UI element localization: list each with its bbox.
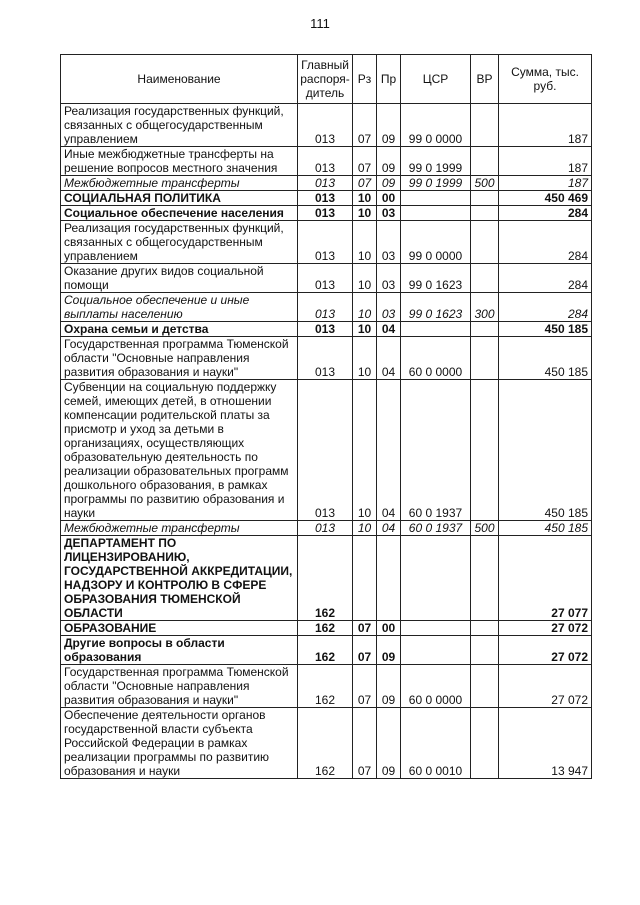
cell-main-manager: 013 [298,147,353,176]
table-row [61,665,592,708]
table-row [61,636,592,665]
cell-pr: 00 [377,191,401,206]
cell-main-manager: 162 [298,708,353,779]
cell-vr [471,147,499,176]
cell-rz: 10 [353,380,377,521]
cell-pr: 04 [377,521,401,536]
cell-pr: 03 [377,264,401,293]
cell-vr [471,322,499,337]
cell-vr [471,621,499,636]
cell-name: Межбюджетные трансферты [61,521,298,536]
table-row [61,104,592,147]
cell-csr: 60 0 1937 [401,380,471,521]
cell-rz: 07 [353,621,377,636]
cell-csr [401,636,471,665]
header-name: Наименование [61,55,298,104]
cell-vr [471,337,499,380]
table-row [61,293,592,322]
cell-pr: 09 [377,665,401,708]
cell-vr [471,206,499,221]
cell-csr: 60 0 1937 [401,521,471,536]
cell-csr: 99 0 1623 [401,293,471,322]
cell-pr: 04 [377,380,401,521]
cell-name: Социальное обеспечение и иные выплаты населению [61,293,298,322]
cell-sum: 187 [499,147,592,176]
header-pr: Пр [377,55,401,104]
table-row [61,337,592,380]
cell-sum: 284 [499,206,592,221]
cell-sum: 450 185 [499,322,592,337]
cell-csr [401,191,471,206]
cell-name: Реализация государственных функций, связанных с общегосударственным управлением [61,221,298,264]
cell-vr [471,104,499,147]
cell-main-manager: 013 [298,104,353,147]
cell-name: Обеспечение деятельности органов государственной власти субъекта Российской Федерации в рамках реализации программы по развитию образования и науки [61,708,298,779]
cell-name: Межбюджетные трансферты [61,176,298,191]
cell-csr: 60 0 0000 [401,337,471,380]
cell-name: Субвенции на социальную поддержку семей, имеющих детей, в отношении компенсации родительской платы за присмотр и уход за детьми в организациях, осуществляющих образовательную деятельность по реализации образовательных программ дошкольного образования, в рамках программы по развитию образования и науки [61,380,298,521]
cell-rz: 10 [353,221,377,264]
cell-main-manager: 162 [298,636,353,665]
table-row [61,536,592,621]
cell-pr: 03 [377,221,401,264]
cell-vr: 500 [471,176,499,191]
cell-name: ОБРАЗОВАНИЕ [61,621,298,636]
cell-rz: 10 [353,191,377,206]
cell-pr: 09 [377,147,401,176]
cell-pr: 03 [377,206,401,221]
table-row [61,380,592,521]
cell-sum: 27 072 [499,621,592,636]
cell-name: Реализация государственных функций, связанных с общегосударственным управлением [61,104,298,147]
cell-csr: 99 0 1999 [401,176,471,191]
cell-main-manager: 013 [298,206,353,221]
cell-vr: 300 [471,293,499,322]
cell-sum: 27 077 [499,536,592,621]
cell-sum: 284 [499,221,592,264]
cell-csr: 60 0 0000 [401,665,471,708]
cell-csr: 99 0 1999 [401,147,471,176]
cell-sum: 187 [499,104,592,147]
cell-csr [401,322,471,337]
cell-sum: 284 [499,293,592,322]
table-row [61,191,592,206]
cell-csr [401,621,471,636]
cell-rz [353,536,377,621]
cell-rz: 10 [353,264,377,293]
cell-main-manager: 013 [298,221,353,264]
table-body [61,104,592,779]
cell-main-manager: 162 [298,536,353,621]
cell-main-manager: 013 [298,176,353,191]
table-row [61,221,592,264]
header-rz: Рз [353,55,377,104]
cell-rz: 10 [353,293,377,322]
cell-main-manager: 162 [298,665,353,708]
cell-csr: 60 0 0010 [401,708,471,779]
cell-sum: 450 185 [499,337,592,380]
cell-sum: 284 [499,264,592,293]
cell-vr [471,191,499,206]
cell-vr [471,636,499,665]
cell-sum: 450 469 [499,191,592,206]
table-row [61,521,592,536]
header-vr: ВР [471,55,499,104]
cell-rz: 07 [353,636,377,665]
cell-pr: 09 [377,104,401,147]
cell-main-manager: 013 [298,521,353,536]
table-row [61,147,592,176]
cell-main-manager: 013 [298,264,353,293]
cell-rz: 10 [353,337,377,380]
cell-pr: 03 [377,293,401,322]
cell-rz: 07 [353,104,377,147]
cell-pr: 00 [377,621,401,636]
cell-vr [471,264,499,293]
cell-name: Охрана семьи и детства [61,322,298,337]
cell-pr: 04 [377,322,401,337]
cell-vr [471,536,499,621]
table-header-row [61,55,592,104]
table-row [61,176,592,191]
cell-main-manager: 013 [298,380,353,521]
cell-name: Государственная программа Тюменской области "Основные направления развития образования и науки" [61,337,298,380]
cell-sum: 450 185 [499,380,592,521]
cell-pr: 09 [377,708,401,779]
cell-name: Оказание других видов социальной помощи [61,264,298,293]
cell-csr: 99 0 0000 [401,221,471,264]
cell-name: ДЕПАРТАМЕНТ ПО ЛИЦЕНЗИРОВАНИЮ, ГОСУДАРСТВЕННОЙ АККРЕДИТАЦИИ, НАДЗОРУ И КОНТРОЛЮ В СФЕРЕ ОБРАЗОВАНИЯ ТЮМЕНСКОЙ ОБЛАСТИ [61,536,298,621]
cell-name: Социальное обеспечение населения [61,206,298,221]
cell-rz: 07 [353,176,377,191]
page-number: 111 [310,16,330,31]
cell-rz: 10 [353,206,377,221]
cell-rz: 10 [353,521,377,536]
table-row [61,322,592,337]
cell-name: Другие вопросы в области образования [61,636,298,665]
cell-vr [471,221,499,264]
budget-table [60,54,592,779]
header-sum: Сумма, тыс. руб. [499,55,592,104]
cell-name: СОЦИАЛЬНАЯ ПОЛИТИКА [61,191,298,206]
cell-sum: 450 185 [499,521,592,536]
cell-csr [401,536,471,621]
table-row [61,206,592,221]
cell-rz: 07 [353,708,377,779]
cell-sum: 27 072 [499,636,592,665]
cell-main-manager: 013 [298,191,353,206]
table-row [61,708,592,779]
cell-vr [471,380,499,521]
table-row [61,264,592,293]
cell-csr: 99 0 1623 [401,264,471,293]
cell-main-manager: 013 [298,293,353,322]
cell-pr [377,536,401,621]
header-csr: ЦСР [401,55,471,104]
cell-csr: 99 0 0000 [401,104,471,147]
cell-pr: 04 [377,337,401,380]
table-row [61,621,592,636]
cell-pr: 09 [377,176,401,191]
cell-vr [471,708,499,779]
cell-pr: 09 [377,636,401,665]
cell-rz: 07 [353,665,377,708]
cell-rz: 07 [353,147,377,176]
cell-csr [401,206,471,221]
header-main-manager: Главный распоря-дитель [298,55,353,104]
cell-name: Иные межбюджетные трансферты на решение вопросов местного значения [61,147,298,176]
cell-main-manager: 162 [298,621,353,636]
cell-rz: 10 [353,322,377,337]
cell-vr: 500 [471,521,499,536]
cell-sum: 13 947 [499,708,592,779]
cell-main-manager: 013 [298,322,353,337]
cell-vr [471,665,499,708]
cell-sum: 187 [499,176,592,191]
cell-name: Государственная программа Тюменской области "Основные направления развития образования и науки" [61,665,298,708]
cell-main-manager: 013 [298,337,353,380]
cell-sum: 27 072 [499,665,592,708]
